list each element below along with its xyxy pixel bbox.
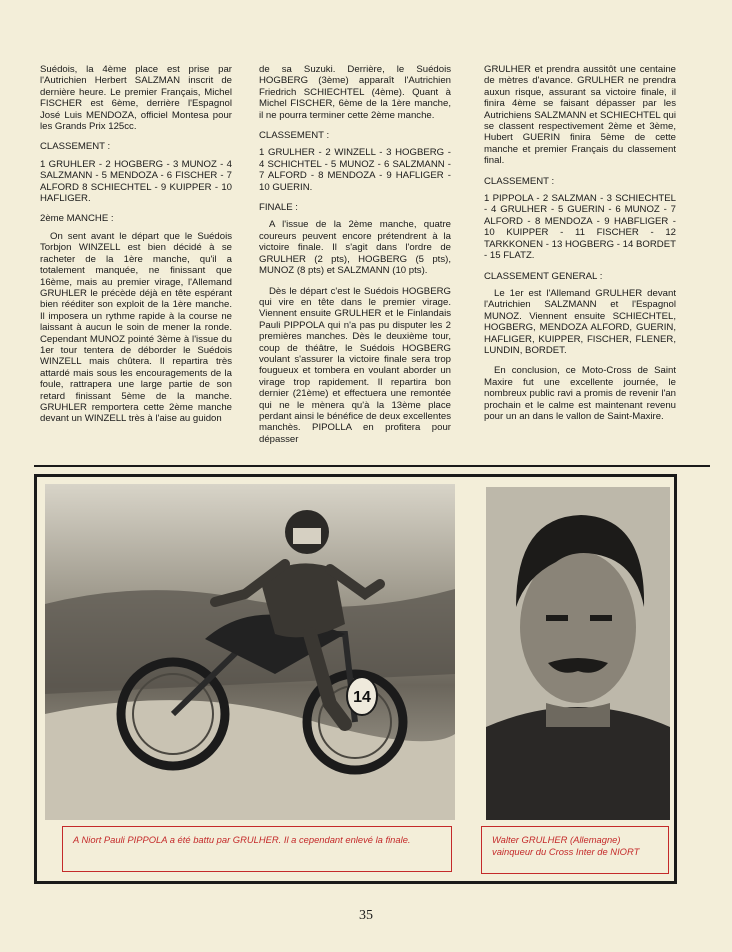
photo-caption-left: A Niort Pauli PIPPOLA a été battu par GRULHER. Il a cependant enlevé la finale. <box>62 826 452 872</box>
page-number: 35 <box>359 908 373 923</box>
results-list: 1 GRULHER - 2 WINZELL - 3 HOGBERG - 4 SCHICHTEL - 5 MUNOZ - 6 SALZMANN - 7 ALFORD - 8 MENDOZA - 9 HAFLIGER - 10 GUERIN. <box>259 147 451 193</box>
horizontal-divider <box>34 465 710 467</box>
paragraph: de sa Suzuki. Derrière, le Suédois HOGBERG (3ème) apparaît l'Autrichien Friedrich SCHIECHTEL (4ème). Quant à Michel FISCHER, 6ème de la 1ère manche, il ne pourra terminer cette 2ème manche. <box>259 64 451 121</box>
text-column-1 <box>40 64 232 434</box>
text-column-2 <box>259 64 451 454</box>
text-column-3 <box>484 64 676 431</box>
race-number: 14 <box>353 689 371 706</box>
results-list: 1 GRUHLER - 2 HOGBERG - 3 MUNOZ - 4 SALZMANN - 5 MENDOZA - 6 FISCHER - 7 ALFORD 8 SCHIECHTEL - 9 KUIPPER - 10 HAFLIGER. <box>40 158 232 205</box>
motocross-rider-photo <box>45 484 455 820</box>
section-heading: CLASSEMENT GENERAL : <box>484 270 603 282</box>
paragraph: Suédois, la 4ème place est prise par l'Autrichien Herbert SALZMAN inscrit de dernière heure. Le premier Français, Michel FISCHER est 6ème, derrière l'Espagnol José Luis MENDOZA, officiel Montesa pour les Grands Prix 125cc. <box>40 64 232 133</box>
section-heading: CLASSEMENT : <box>40 141 111 153</box>
section-heading: CLASSEMENT : <box>484 175 555 187</box>
section-heading: 2ème MANCHE : <box>40 213 114 225</box>
rider-portrait-photo <box>486 487 670 820</box>
paragraph: Dès le départ c'est le Suédois HOGBERG qui vire en tête dans le premier virage. Viennent ensuite GRULHER et le Finlandais Pauli PIPPOLA qui n'a pas pu disputer les 2 premières manches. Dès le deuxième tour, coup de théâtre, le Suédois HOGBERG voulant s'assurer la victoire finale sera trop fougueux et tombera en voulant aborder un virage trop rapidement. Il repartira bon dernier (21ème) et effectuera une remontée qui ne le mènera qu'à la 13ème place perdant ainsi le bénéfice de deux excellentes manchès. PIPOLLA en profitera pour dépasser <box>259 285 451 445</box>
rider-portrait-illustration <box>486 487 670 820</box>
paragraph: On sent avant le départ que le Suédois Torbjon WINZELL est bien décidé à se racheter de la 1ère manche, qu'il a totalement manquée, ne finissant que 16ème, mais au premier virage, l'Allemand GRUHLER le précède déjà en tête espérant bien rééditer son exploit de la 1ère manche. Il imposera un rythme rapide à la course ne laissant à aucun le soin de mener la ronde. Cependant MUNOZ pointé 3ème à l'issue du 1er tour tentera de déborder le Suédois WINZELL mais chûtera. Il repartira très attardé mais sous les encouragements de la foule, rattrapera une large partie de son retard finissant 5ème de la manche. GRUHLER remportera cette 2ème manche devant un WINZELL très à l'aise au guidon <box>40 230 232 425</box>
paragraph: Le 1er est l'Allemand GRULHER devant l'Autrichien SALZMANN et l'Espagnol MUNOZ. Viennent ensuite SCHIECHTEL, HOGBERG, MENDOZA ALFORD, GUERIN, HAFLIGER, KUIPPER, FISCHER, FLENER, LUNDIN, BORDET. <box>484 287 676 356</box>
section-heading: CLASSEMENT : <box>259 130 330 142</box>
paragraph: GRULHER et prendra aussitôt une centaine de mètres d'avance. GRULHER ne prendra auxun risque, assurant sa victoire finale, il finira 4ème se faisant dépasser par les Autrichiens SALZMANN et SCHIECHTEL qui se classent respectivement 2ème et 3ème, Hubert GUERIN finira 5ème de cette manche et premier Français du classement final. <box>484 64 676 167</box>
paragraph: A l'issue de la 2ème manche, quatre coureurs peuvent encore prétendrent à la victoire finale. Il s'agit dans l'ordre de GRULHER (2 pts), HOGBERG (5 pts), MUNOZ (8 pts) et SALZMANN (10 pts). <box>259 219 451 277</box>
section-heading: FINALE : <box>259 202 298 214</box>
photo-caption-right: Walter GRULHER (Allemagne) vainqueur du Cross Inter de NIORT <box>481 826 669 874</box>
paragraph: En conclusion, ce Moto-Cross de Saint Maxire fut une excellente journée, le nombreux public ravi a promis de revenir l'an prochain et le calme est maintenant revenu pour un an dans le vallon de Saint-Maxire. <box>484 365 676 422</box>
results-list: 1 PIPPOLA - 2 SALZMAN - 3 SCHIECHTEL - 4 GRULHER - 5 GUERIN - 6 MUNOZ - 7 ALFORD - 8 MENDOZA - 9 HABFLIGER - 10 KUIPPER - 11 FISCHER - 12 TARKKONEN - 13 HOGBERG - 14 BORDET - 15 FLATZ. <box>484 193 676 262</box>
motocross-rider-illustration <box>45 484 455 820</box>
